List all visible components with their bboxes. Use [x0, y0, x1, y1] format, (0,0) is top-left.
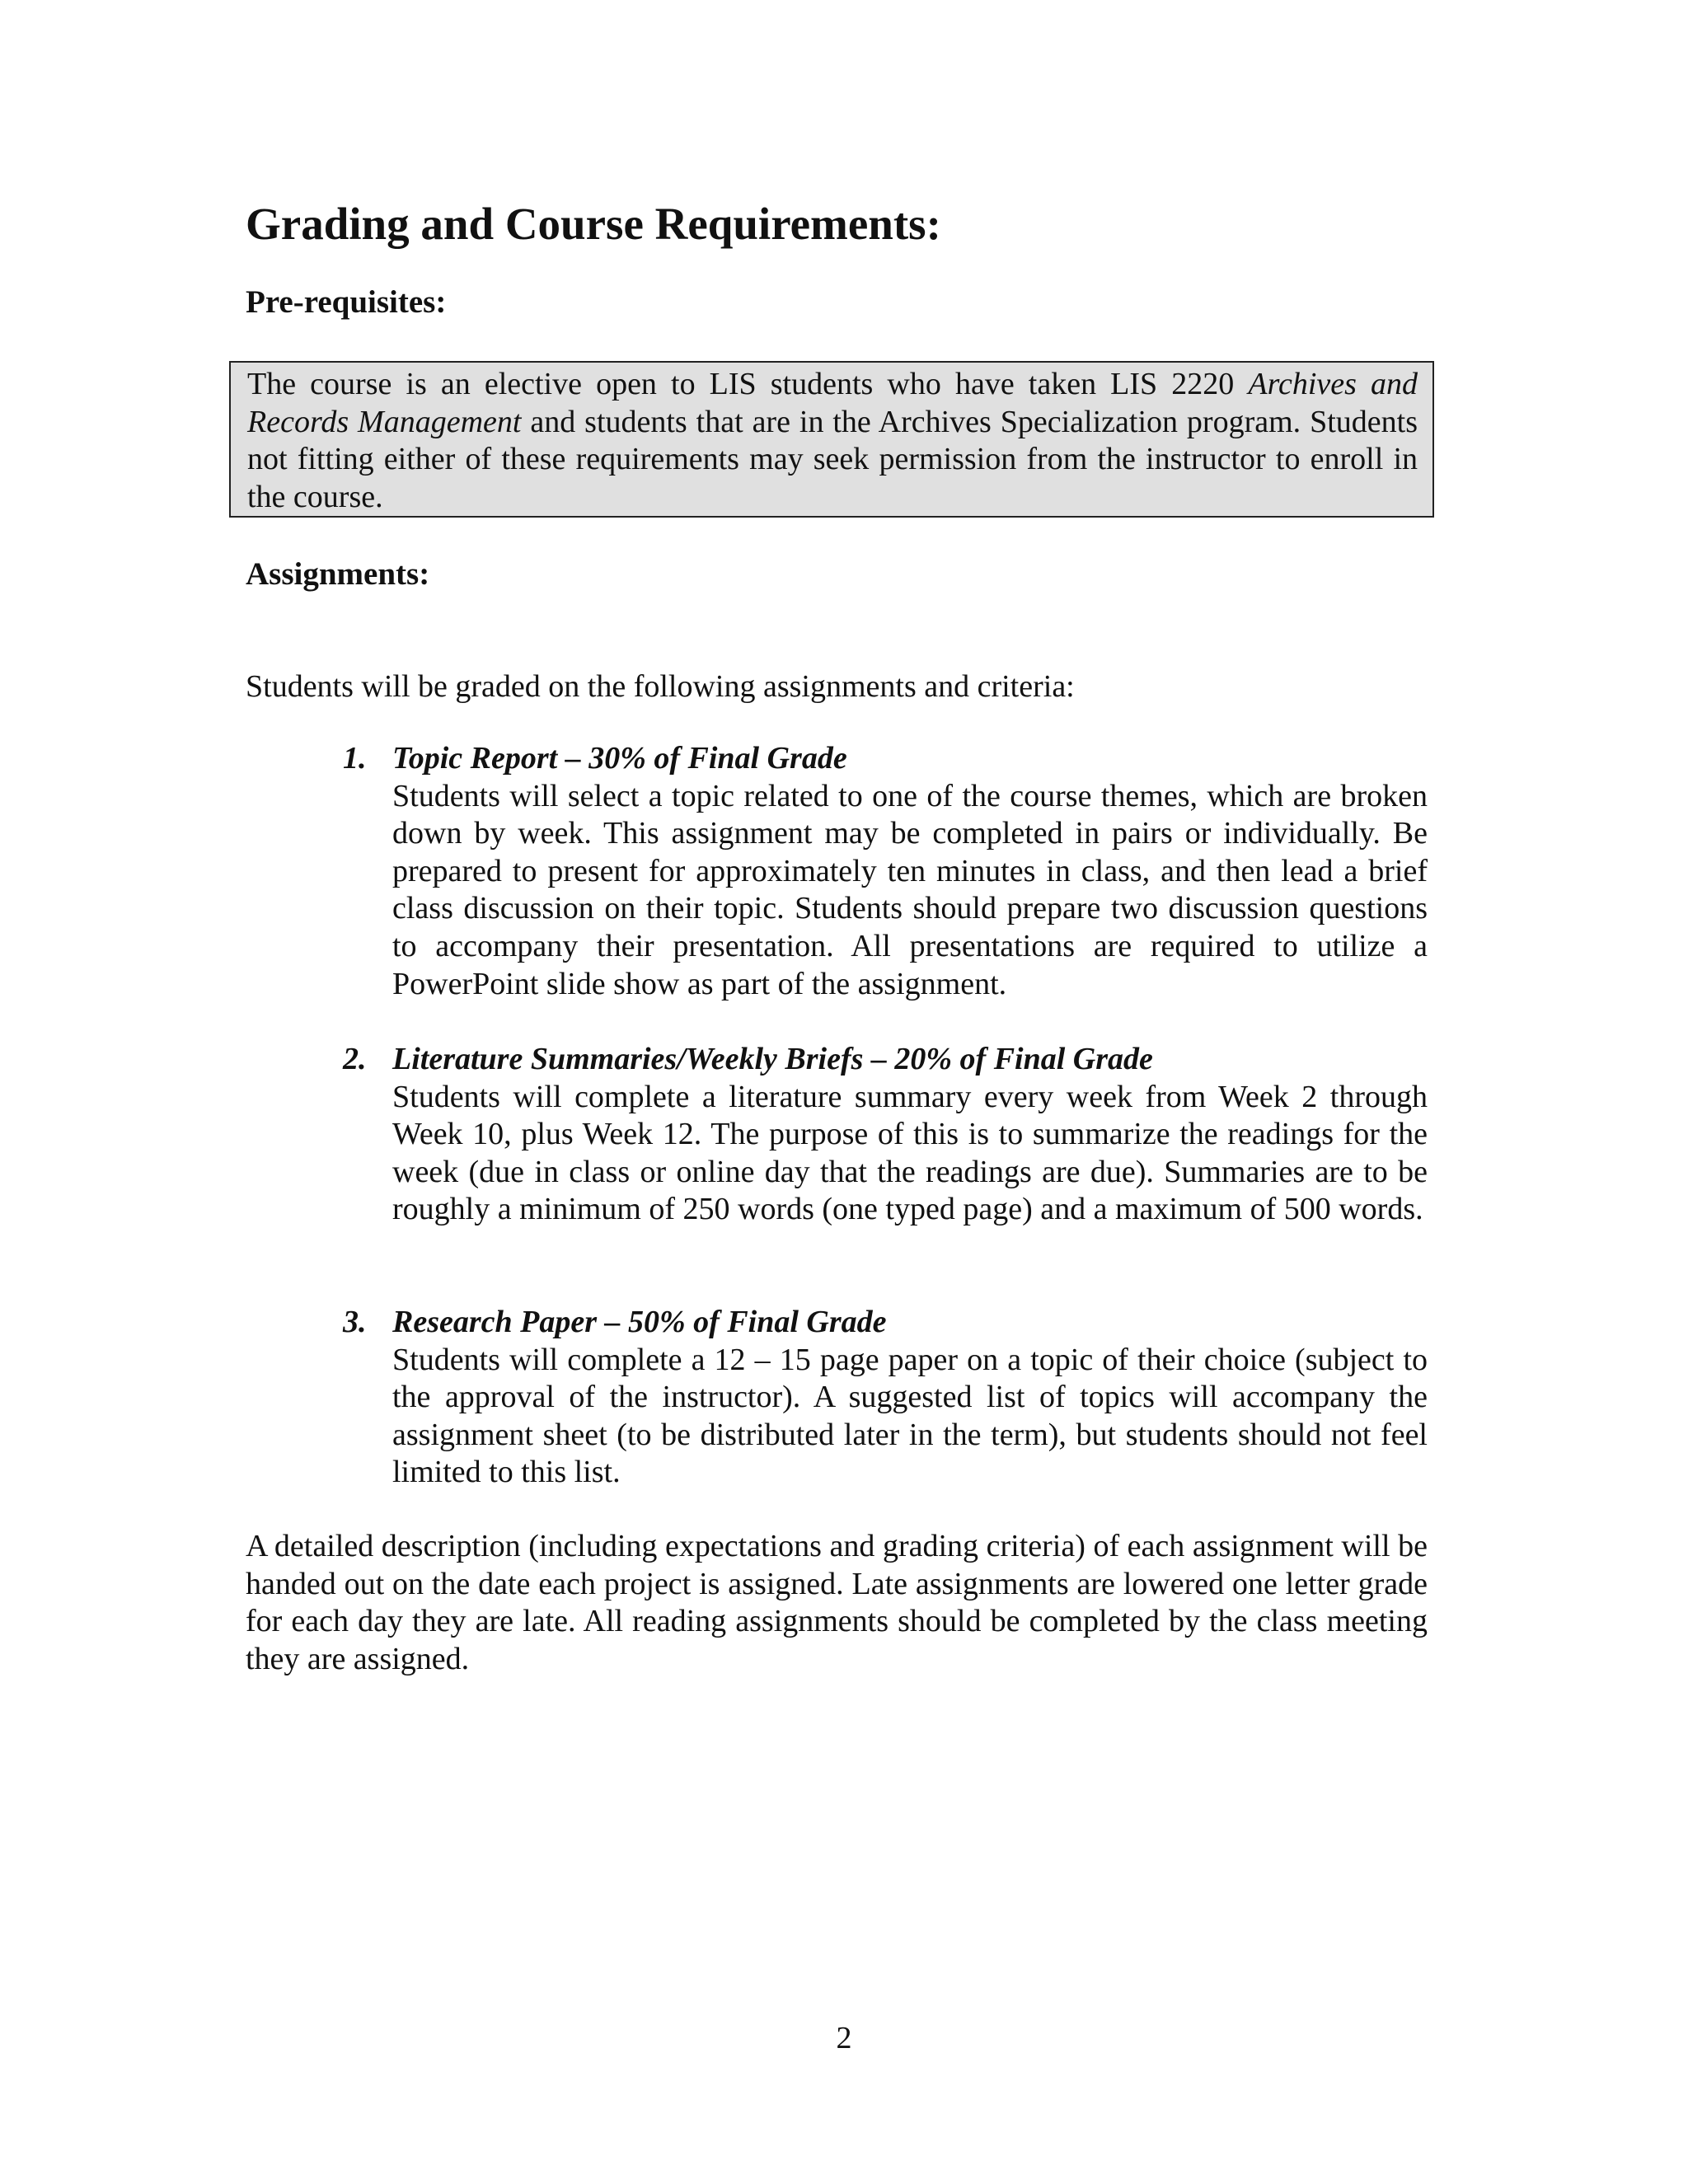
page-number: 2 — [836, 2021, 852, 2055]
assignment-number: 1. — [343, 741, 367, 776]
assignment-number: 3. — [343, 1305, 367, 1339]
prerequisites-text-start: The course is an elective open to LIS students who have taken LIS 2220 — [247, 367, 1249, 401]
assignment-description: Students will select a topic related to one of the course themes, which are broken down by week. This assignment may be completed in pairs or individually. Be prepared to present for approximately ten minutes in class, and then lead a brief class discussion on their topic. Students should prepare two discussion questions to accompany their presentation. All presentations are required to utilize a PowerPoint slide show as part of the assignment. — [392, 778, 1428, 1001]
prerequisites-box — [229, 361, 1434, 518]
closing-paragraph: A detailed description (including expectations and grading criteria) of each assignment will be handed out on the date each project is assigned. Late assignments are lowered one letter grade for each day they are late. All reading assignments should be completed by the class meeting they are assigned. — [246, 1529, 1428, 1676]
assignment-title: Literature Summaries/Weekly Briefs – 20% of Final Grade — [392, 1042, 1153, 1076]
prerequisites-text-end: and students that are in the Archives Specialization program. Students not fitting either of these requirements may seek permission from the instructor to enroll in the course. — [247, 404, 1418, 514]
page-title: Grading and Course Requirements: — [246, 199, 941, 249]
assignment-number: 2. — [343, 1042, 367, 1076]
assignment-title: Research Paper – 50% of Final Grade — [392, 1305, 887, 1339]
assignment-description: Students will complete a literature summary every week from Week 2 through Week 10, plus Week 12. The purpose of this is to summarize the readings for the week (due in class or online day that the readings are due). Summaries are to be roughly a minimum of 250 words (one typed page) and a maximum of 500 words. — [392, 1079, 1428, 1227]
course-title: Archives and Records Management — [247, 367, 1418, 439]
assignments-heading: Assignments: — [246, 556, 430, 592]
assignment-description: Students will complete a 12 – 15 page paper on a topic of their choice (subject to the approval of the instructor). A suggested list of topics will accompany the assignment sheet (to be distributed later in the term), but students should not feel limited to this list. — [392, 1342, 1428, 1490]
assignment-title: Topic Report – 30% of Final Grade — [392, 741, 847, 776]
assignments-intro: Students will be graded on the following assignments and criteria: — [246, 669, 1075, 704]
prerequisites-heading: Pre-requisites: — [246, 284, 447, 320]
